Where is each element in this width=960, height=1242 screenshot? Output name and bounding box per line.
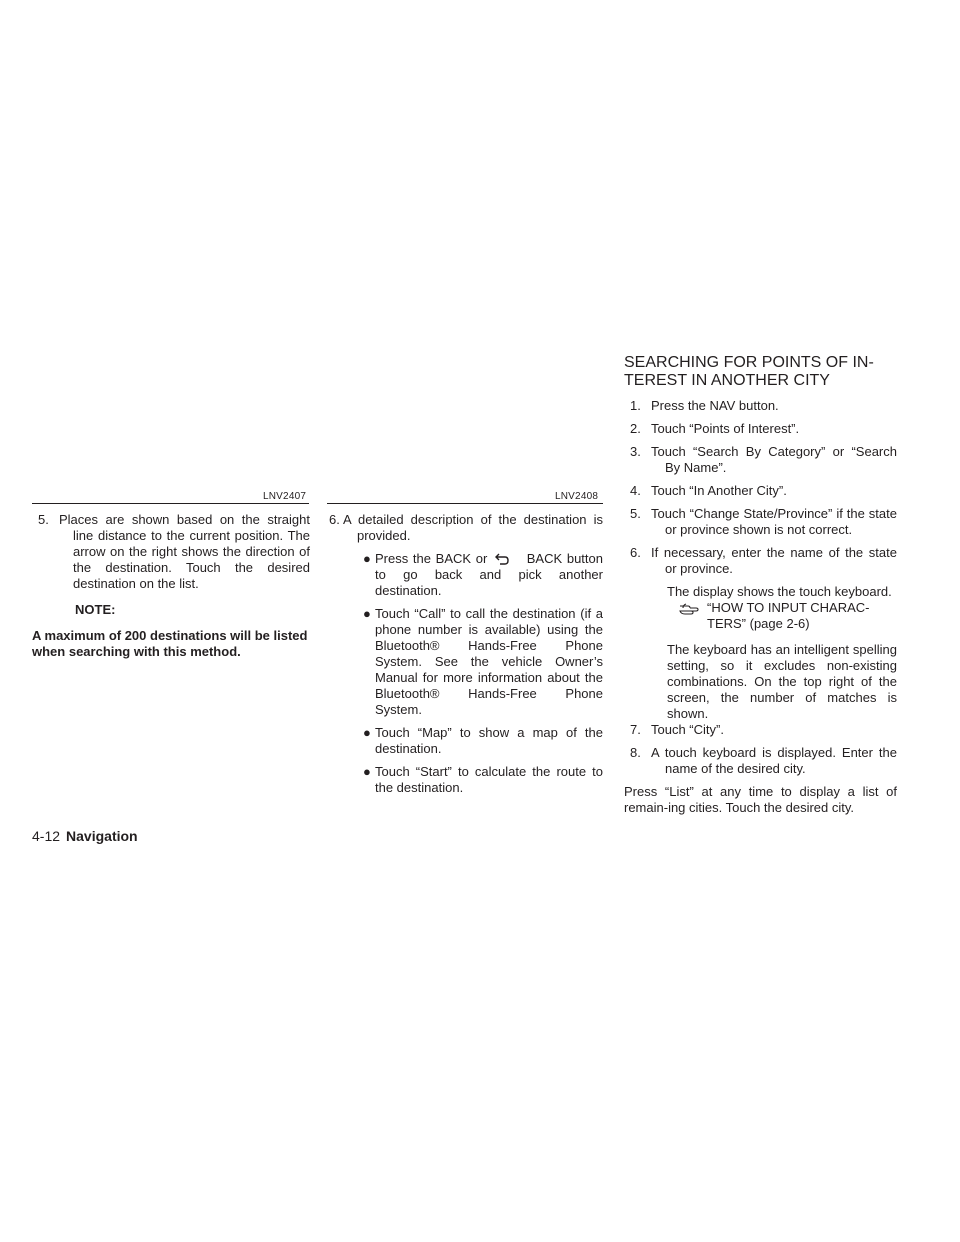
- bullet-back: [327, 551, 603, 599]
- poi-step-text: Touch “In Another City”.: [651, 483, 787, 498]
- figure-label-left: LNV2407: [263, 491, 307, 502]
- step-6: [327, 512, 603, 544]
- figure-divider-right: [327, 503, 603, 504]
- poi-step-number: 3.: [630, 444, 641, 459]
- poi-step-1: [624, 398, 897, 414]
- poi-step-5: [624, 506, 897, 538]
- poi-step-text: Press the NAV button.: [651, 398, 779, 413]
- section-title: [624, 354, 914, 390]
- bullet-marker: ●: [363, 764, 371, 779]
- bullet-marker: ●: [363, 725, 371, 740]
- cross-reference-line-1: “HOW TO INPUT CHARAC-: [707, 600, 870, 615]
- poi-step-number: 2.: [630, 421, 641, 436]
- left-column: [32, 512, 310, 660]
- chapter-title: Navigation: [66, 828, 138, 844]
- bullet-marker: ●: [363, 606, 371, 621]
- poi-step-number: 7.: [630, 722, 641, 737]
- section-title-line-2: TEREST IN ANOTHER CITY: [624, 372, 830, 389]
- bullet-back-text-start: Press the BACK or: [375, 551, 488, 566]
- middle-column: [327, 512, 603, 803]
- poi-step-4: [624, 483, 897, 499]
- page-number: 4-12: [32, 828, 61, 844]
- poi-step-number: 5.: [630, 506, 641, 521]
- step-5: [32, 512, 310, 592]
- step-5-text: Places are shown based on the straight line distance to the current position. The arrow on the right shows the direction of the destination. Touch the desired destination on the list.: [59, 512, 310, 591]
- poi-step-number: 6.: [630, 545, 641, 560]
- figure-label-right: LNV2408: [555, 491, 599, 502]
- figure-divider-left: [32, 503, 309, 504]
- poi-step-text: Touch “Points of Interest”.: [651, 421, 800, 436]
- pointing-hand-reference-icon: [679, 602, 699, 616]
- poi-step-6: [624, 545, 897, 577]
- cross-reference: [624, 600, 897, 632]
- bullet-marker: ●: [363, 551, 371, 566]
- section-title-line-1: SEARCHING FOR POINTS OF IN-: [624, 354, 874, 371]
- poi-step-text: A touch keyboard is displayed. Enter the name of the desired city.: [651, 745, 897, 776]
- bullet-call: [327, 606, 603, 718]
- cross-reference-line-2: TERS” (page 2-6): [707, 616, 810, 631]
- bullet-back-text-end: BACK button to go back and pick another destination.: [375, 551, 603, 598]
- poi-step-8: [624, 745, 897, 777]
- back-arrow-icon: [494, 553, 510, 565]
- keyboard-note: The keyboard has an intelligent spelling setting, so it excludes non-existing combinations. On the top right of the screen, the number of matches is shown.: [667, 642, 897, 721]
- page-footer: [32, 828, 138, 844]
- poi-step-7: [624, 722, 897, 738]
- display-note: The display shows the touch keyboard.: [667, 584, 892, 599]
- poi-step-2: [624, 421, 897, 437]
- note-body: A maximum of 200 destinations will be listed when searching with this method.: [32, 628, 308, 659]
- closing-paragraph: Press “List” at any time to display a list of remain-ing cities. Touch the desired city.: [624, 784, 897, 815]
- note-heading: NOTE:: [75, 602, 116, 617]
- right-column: [624, 398, 897, 816]
- poi-step-text: If necessary, enter the name of the state or province.: [651, 545, 897, 576]
- bullet-start-text: Touch “Start” to calculate the route to the destination.: [375, 764, 603, 795]
- poi-step-text: Touch “City”.: [651, 722, 724, 737]
- poi-step-3: [624, 444, 897, 476]
- poi-step-number: 1.: [630, 398, 641, 413]
- poi-step-number: 4.: [630, 483, 641, 498]
- bullet-map-text: Touch “Map” to show a map of the destination.: [375, 725, 603, 756]
- bullet-call-text: Touch “Call” to call the destination (if a phone number is available) using the Bluetooth® Hands-Free Phone System. See the vehicle Owner’s Manual for more information about the Bluetooth® Hands-Free Phone System.: [375, 606, 603, 717]
- poi-step-number: 8.: [630, 745, 641, 760]
- step-6-number: 6.: [329, 512, 340, 527]
- bullet-map: [327, 725, 603, 757]
- poi-step-text: Touch “Search By Category” or “Search By Name”.: [651, 444, 897, 475]
- poi-step-text: Touch “Change State/Province” if the state or province shown is not correct.: [651, 506, 897, 537]
- step-5-number: 5.: [38, 512, 49, 527]
- step-6-text: A detailed description of the destination is provided.: [343, 512, 603, 543]
- bullet-start: [327, 764, 603, 796]
